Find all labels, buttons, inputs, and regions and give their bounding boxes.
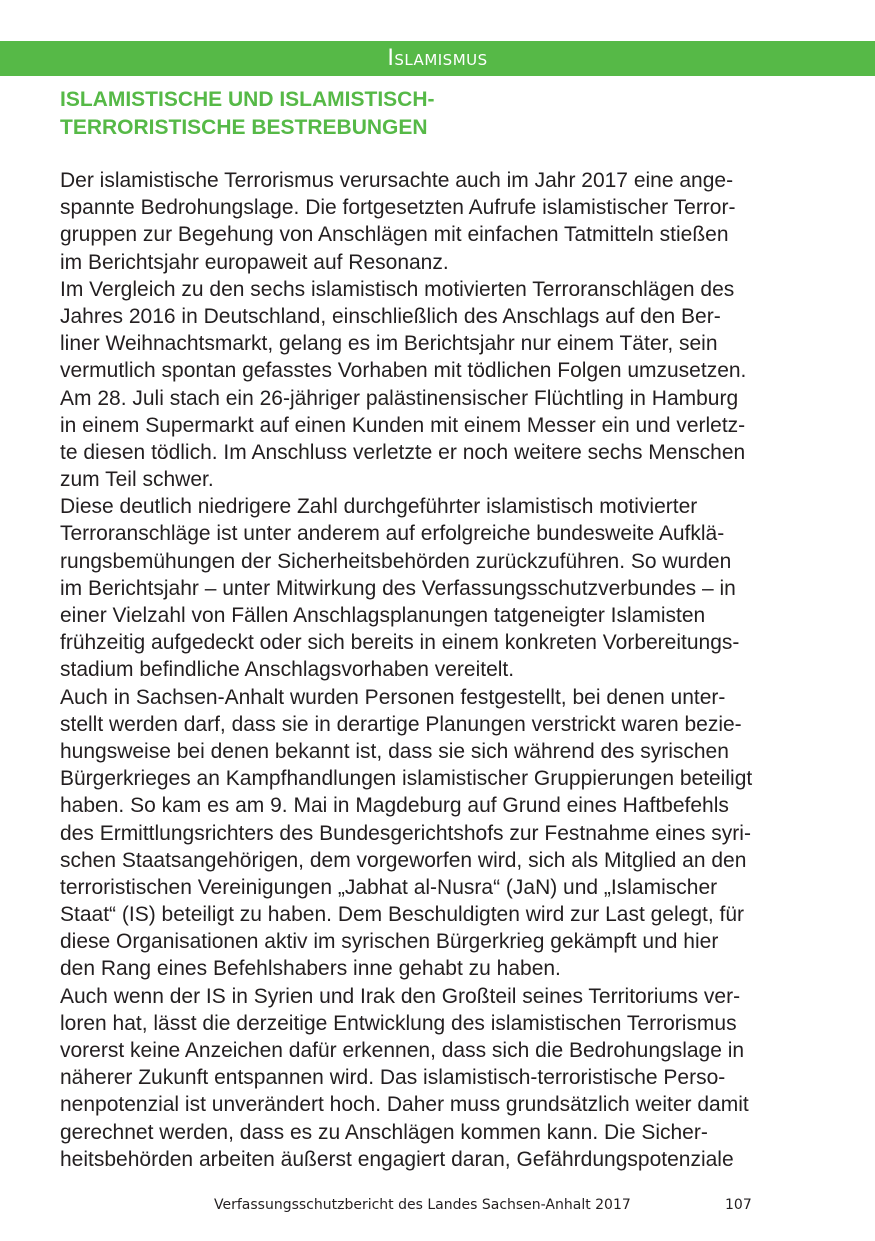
text-line: nenpotenzial ist unverändert hoch. Daher muss grundsätzlich weiter damit xyxy=(60,1093,749,1117)
text-line: Im Vergleich zu den sechs islamistisch motivierten Terroranschlägen des xyxy=(60,277,735,301)
text-line: Staat“ (IS) beteiligt zu haben. Dem Beschuldigten wird zur Last gelegt, für xyxy=(60,903,745,927)
text-line: diese Organisationen aktiv im syrischen Bürgerkrieg gekämpft und hier xyxy=(60,930,719,954)
text-line: stellt werden darf, dass sie in derartige Planungen verstrickt waren bezie- xyxy=(60,712,742,736)
heading-line: ISLAMISTISCHE UND ISLAMISTISCH- xyxy=(60,88,435,111)
text-line: rungsbemühungen der Sicherheitsbehörden zurückzuführen. So wurden xyxy=(60,549,732,573)
section-label: Islamismus xyxy=(387,46,488,71)
text-line: Auch in Sachsen-Anhalt wurden Personen festgestellt, bei denen unter- xyxy=(60,685,726,709)
page-footer xyxy=(0,1195,875,1219)
heading-line: TERRORISTISCHE BESTREBUNGEN xyxy=(60,116,428,139)
footer-title: Verfassungsschutzbericht des Landes Sachsen-Anhalt 2017 xyxy=(214,1197,631,1213)
page-heading xyxy=(60,86,780,142)
page-number: 107 xyxy=(725,1197,752,1213)
text-line: zum Teil schwer. xyxy=(60,468,214,492)
text-line: in einem Supermarkt auf einen Kunden mit einem Messer ein und verletz- xyxy=(60,413,746,437)
text-line: loren hat, lässt die derzeitige Entwicklung des islamistischen Terrorismus xyxy=(60,1011,737,1035)
text-line: stadium befindliche Anschlagsvorhaben vereitelt. xyxy=(60,658,515,682)
text-line: gerechnet werden, dass es zu Anschlägen kommen kann. Die Sicher- xyxy=(60,1120,708,1144)
section-header-bar xyxy=(0,41,875,76)
text-line: frühzeitig aufgedeckt oder sich bereits in einem konkreten Vorbereitungs- xyxy=(60,631,740,655)
text-line: hungsweise bei denen bekannt ist, dass sie sich während des syrischen xyxy=(60,739,729,763)
text-line: einer Vielzahl von Fällen Anschlagsplanungen tatgeneigter Islamisten xyxy=(60,604,706,627)
text-line: te diesen tödlich. Im Anschluss verletzte er noch weitere sechs Menschen xyxy=(60,440,746,464)
text-line: terroristischen Vereinigungen „Jabhat al-Nusra“ (JaN) und „Islamischer xyxy=(60,875,718,899)
text-line: den Rang eines Befehlshabers inne gehabt zu haben. xyxy=(60,957,561,981)
text-line: Am 28. Juli stach ein 26-jähriger palästinensischer Flüchtling in Hamburg xyxy=(60,386,739,410)
text-line: vorerst keine Anzeichen dafür erkennen, dass sich die Bedrohungslage in xyxy=(60,1039,745,1062)
text-line: heitsbehörden arbeiten äußerst engagiert daran, Gefährdungspotenziale xyxy=(60,1147,734,1171)
text-line: vermutlich spontan gefasstes Vorhaben mit tödlichen Folgen umzusetzen. xyxy=(60,359,747,383)
text-line: Auch wenn der IS in Syrien und Irak den Großteil seines Territoriums ver- xyxy=(60,984,741,1008)
text-line: haben. So kam es am 9. Mai in Magdeburg auf Grund eines Haftbefehls xyxy=(60,794,729,818)
text-line: Der islamistische Terrorismus verursachte auch im Jahr 2017 eine ange- xyxy=(60,169,734,192)
text-line: schen Staatsangehörigen, dem vorgeworfen wird, sich als Mitglied an den xyxy=(60,848,747,872)
text-line: Jahres 2016 in Deutschland, einschließlich des Anschlags auf den Ber- xyxy=(60,304,721,328)
text-line: liner Weihnachtsmarkt, gelang es im Berichtsjahr nur einem Täter, sein xyxy=(60,332,718,356)
text-line: Bürgerkrieges an Kampfhandlungen islamistischer Gruppierungen beteiligt xyxy=(60,767,753,791)
text-line: gruppen zur Begehung von Anschlägen mit einfachen Tatmitteln stießen xyxy=(60,223,729,247)
text-line: des Ermittlungsrichters des Bundesgerichtshofs zur Festnahme eines syri- xyxy=(60,821,751,845)
text-line: im Berichtsjahr – unter Mitwirkung des Verfassungsschutzverbundes – in xyxy=(60,576,736,600)
text-line: im Berichtsjahr europaweit auf Resonanz. xyxy=(60,250,449,274)
text-line: spannte Bedrohungslage. Die fortgesetzten Aufrufe islamistischer Terror- xyxy=(60,196,736,220)
text-line: Terroranschläge ist unter anderem auf erfolgreiche bundesweite Aufklä- xyxy=(60,522,725,546)
text-line: näherer Zukunft entspannen wird. Das islamistisch-terroristische Perso- xyxy=(60,1066,726,1090)
text-line: Diese deutlich niedrigere Zahl durchgeführter islamistisch motivierter xyxy=(60,495,698,519)
body-text xyxy=(60,167,820,1173)
